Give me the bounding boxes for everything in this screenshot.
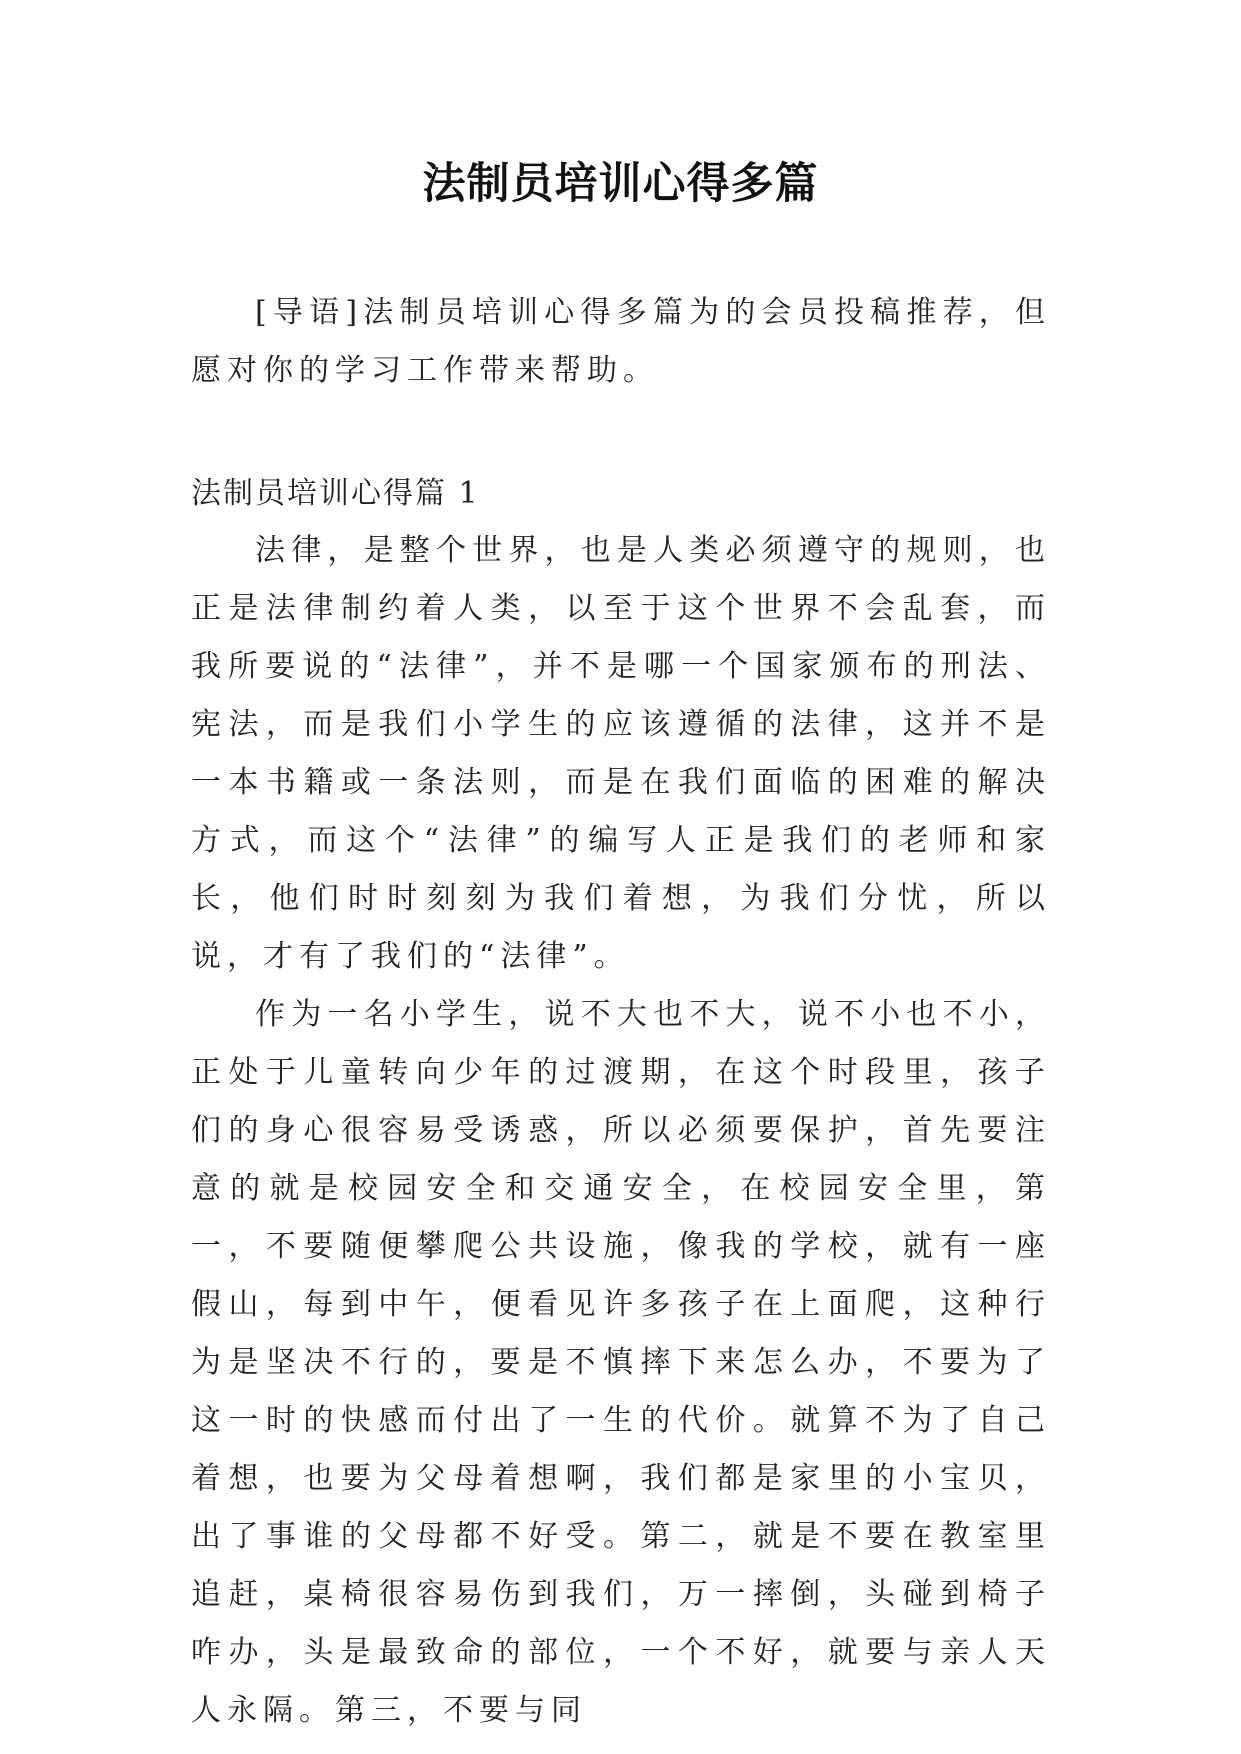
- page-title: 法制员培训心得多篇: [422, 159, 819, 209]
- body-paragraph-1: 法律，是整个世界，也是人类必须遵守的规则，也正是法律制约着人类，以至于这个世界不会乱套，而我所要说的“法律”，并不是哪一个国家颁布的刑法、宪法，而是我们小学生的应该遵循的法律，这并不是一本书籍或一条法则，而是在我们面临的困难的解决方式，而这个“法律”的编写人正是我们的老师和家长，他们时时刻刻为我们着想，为我们分忧，所以说，才有了我们的“法律”。: [191, 533, 1051, 974]
- section-content: [191, 522, 1051, 1740]
- body-paragraph-2: 作为一名小学生，说不大也不大，说不小也不小，正处于儿童转向少年的过渡期，在这个时段里，孩子们的身心很容易受诱惑，所以必须要保护，首先要注意的就是校园安全和交通安全，在校园安全里，第一，不要随便攀爬公共设施，像我的学校，就有一座假山，每到中午，便看见许多孩子在上面爬，这种行为是坚决不行的，要是不慎摔下来怎么办，不要为了这一时的快感而付出了一生的代价。就算不为了自己着想，也要为父母着想啊，我们都是家里的小宝贝，出了事谁的父母都不好受。第二，就是不要在教室里追赶，桌椅很容易伤到我们，万一摔倒，头碰到椅子咋办，头是最致命的部位，一个不好，就要与亲人天人永隔。第三，不要与同: [191, 997, 1051, 1728]
- intro-paragraph: [导语]法制员培训心得多篇为的会员投稿推荐，但愿对你的学习工作带来帮助。: [191, 295, 1051, 388]
- section-heading: 法制员培训心得篇 1: [191, 476, 480, 511]
- intro-block: [191, 284, 1051, 400]
